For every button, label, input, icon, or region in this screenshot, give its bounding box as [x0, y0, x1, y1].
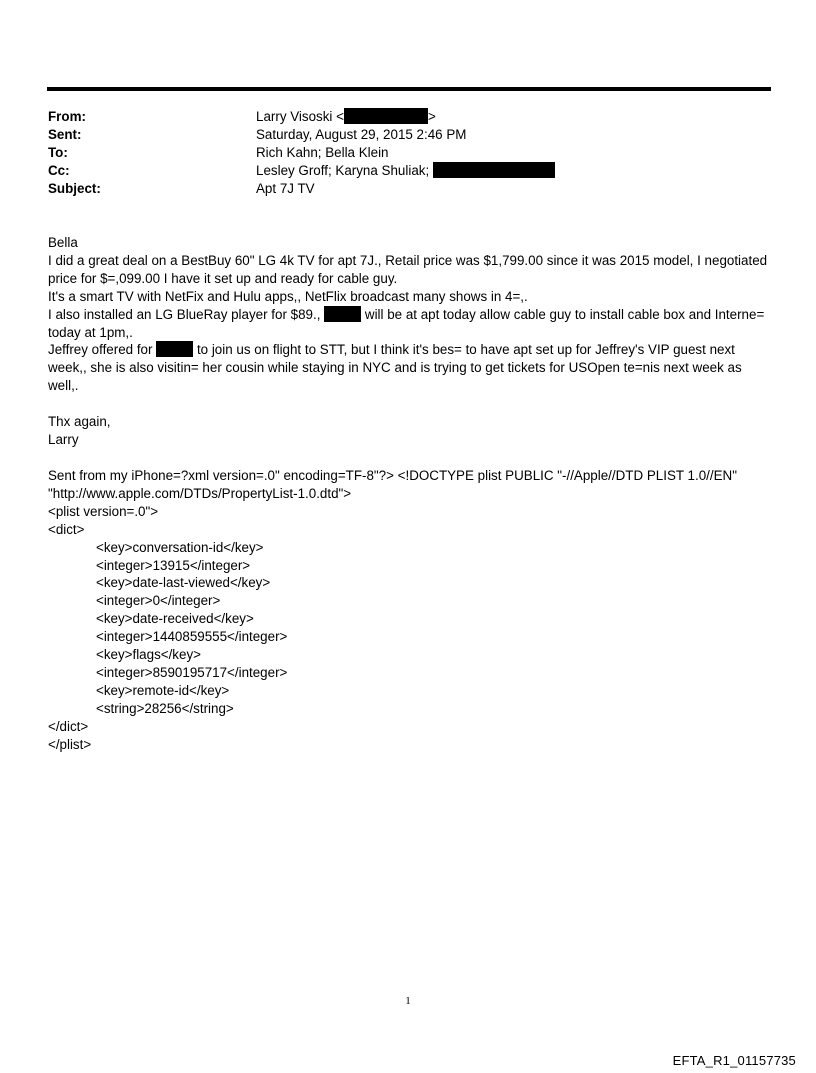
redaction — [324, 306, 361, 322]
plist-open: <plist version=.0"> — [48, 503, 159, 519]
body-paragraph: It's a smart TV with NetFix and Hulu apps,, NetFlix broadcast many shows in 4=,. — [48, 288, 528, 304]
redaction — [156, 341, 193, 357]
greeting: Bella — [48, 235, 78, 250]
dict-close: </dict> — [48, 718, 89, 734]
body-text-segment: to join us on flight to STT, but I think it's bes= to have apt set up for Jeffrey's VIP guest next week,, she is also visitin= her cousin while staying in NYC and is trying to get tickets for USOpen te=nis next week as well,. — [48, 342, 742, 394]
thanks-line: Thx again, — [48, 414, 111, 430]
sent-label: Sent: — [48, 127, 82, 142]
cc-label: Cc: — [48, 163, 70, 178]
body-paragraph — [48, 306, 772, 342]
dict-line: <key>date-last-viewed</key> — [96, 575, 271, 591]
dict-line: <integer>1440859555</integer> — [96, 629, 288, 645]
redaction — [344, 108, 428, 124]
sent-from-line: Sent from my iPhone=?xml version=.0" encoding=TF-8"?> <!DOCTYPE plist PUBLIC "-//Apple//DTD PLIST 1.0//EN" "http://www.apple.com/DTDs/PropertyList-1.0.dtd"> — [48, 467, 737, 501]
redaction — [433, 162, 555, 178]
dict-line: <string>28256</string> — [96, 700, 234, 716]
dict-line: <integer>8590195717</integer> — [96, 664, 288, 680]
dict-line: <key>remote-id</key> — [96, 682, 230, 698]
dict-line: <integer>13915</integer> — [96, 557, 251, 573]
to-value: Rich Kahn; Bella Klein — [256, 145, 389, 160]
dict-line: <integer>0</integer> — [96, 593, 221, 609]
header-rule — [47, 87, 771, 91]
from-label: From: — [48, 109, 86, 124]
to-label: To: — [48, 145, 68, 160]
plist-close: </plist> — [48, 736, 92, 752]
from-value: Larry Visoski < — [256, 109, 344, 124]
sent-value: Saturday, August 29, 2015 2:46 PM — [256, 127, 467, 142]
dict-line: <key>date-received</key> — [96, 611, 254, 627]
signoff: Larry — [48, 432, 79, 448]
subject-value: Apt 7J TV — [256, 181, 315, 196]
dict-line: <key>flags</key> — [96, 647, 201, 663]
body-paragraph — [48, 341, 772, 395]
body-text-segment: I also installed an LG BlueRay player for $89., — [48, 306, 321, 322]
cc-value: Lesley Groff; Karyna Shuliak; — [256, 163, 430, 178]
from-close: > — [427, 109, 436, 124]
body-paragraph: I did a great deal on a BestBuy 60" LG 4k TV for apt 7J., Retail price was $1,799.00 since it was 2015 model, I negotiated price for $=,099.00 I have it set up and ready for cable guy. — [48, 252, 768, 286]
email-body — [48, 234, 772, 753]
body-text-segment: will be at apt today allow cable guy to install cable box and Interne= today at 1pm,. — [48, 306, 765, 340]
page-number: 1 — [405, 995, 411, 1007]
dict-open: <dict> — [48, 521, 85, 537]
subject-label: Subject: — [48, 181, 101, 196]
dict-line: <key>conversation-id</key> — [96, 539, 264, 555]
bates-number: EFTA_R1_01157735 — [672, 1053, 796, 1068]
body-text-segment: Jeffrey offered for — [48, 342, 153, 358]
